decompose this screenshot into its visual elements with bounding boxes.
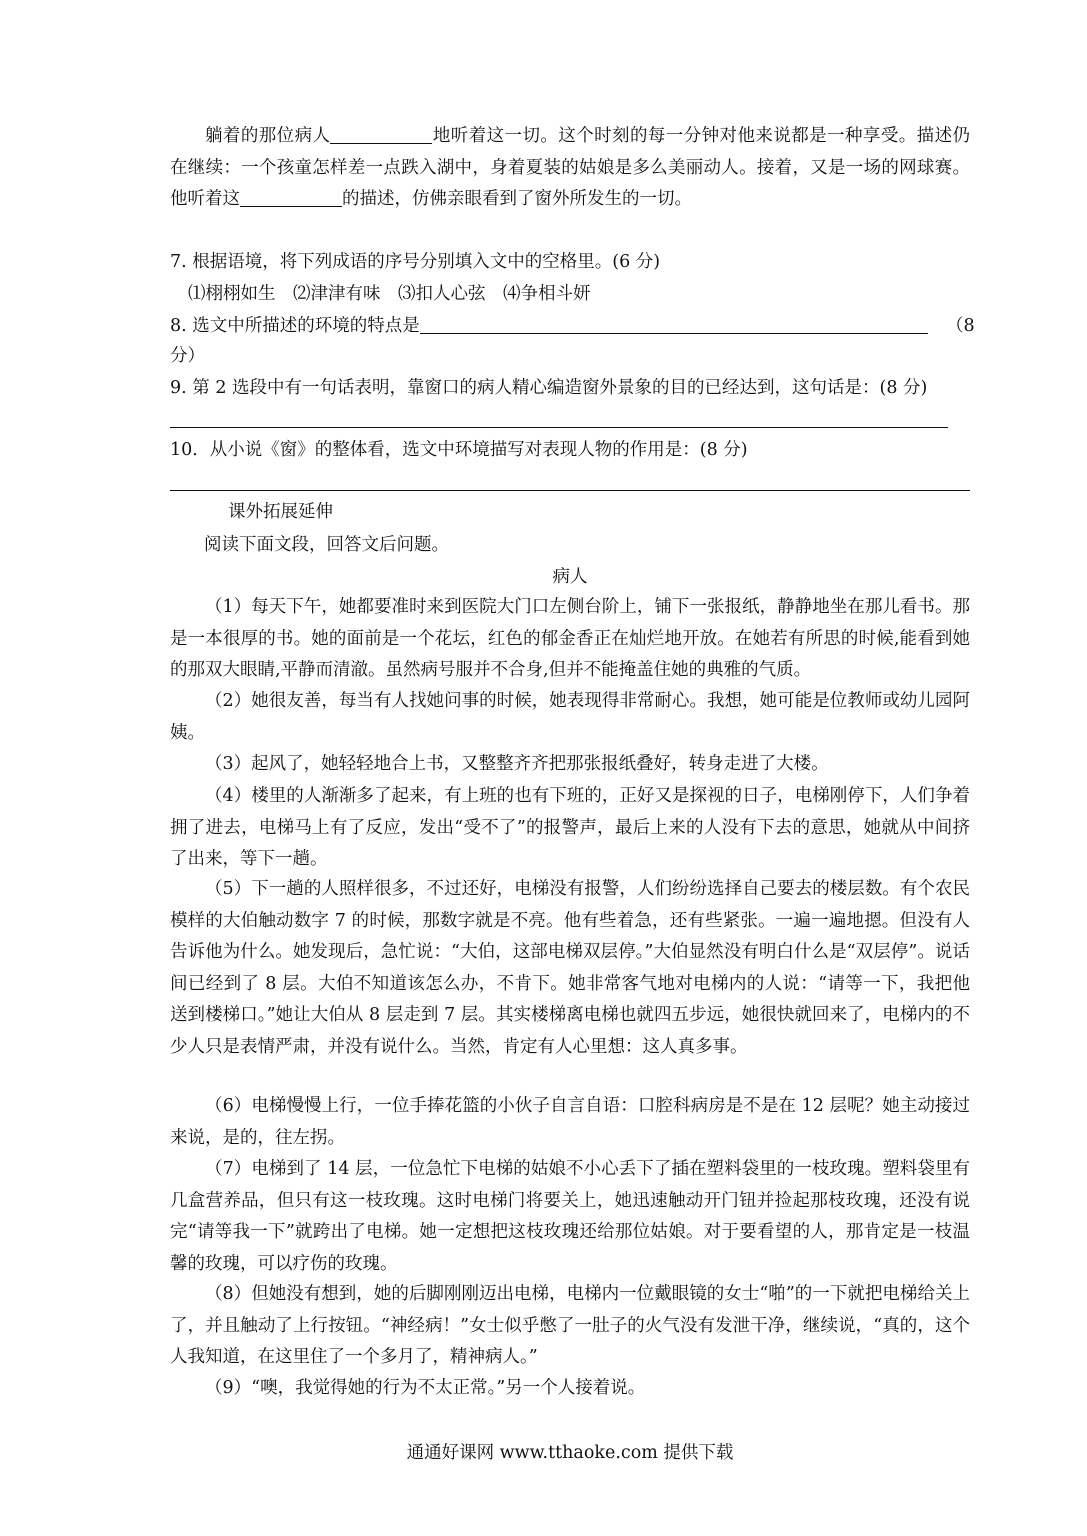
question-10: 10．从小说《窗》的整体看，选文中环境描写对表现人物的作用是：(8 分) bbox=[170, 440, 748, 460]
story-paragraph-6: （6）电梯慢慢上行，一位手捧花篮的小伙子自言自语：口腔科病房是不是在 12 层呢？她主动接过来说，是的，往左拐。 bbox=[170, 1096, 970, 1148]
blank-2[interactable] bbox=[240, 188, 342, 207]
answer-line-10[interactable] bbox=[170, 490, 970, 491]
question-8-score-b: 分） bbox=[170, 346, 205, 366]
question-7: 7. 根据语境，将下列成语的序号分别填入文中的空格里。(6 分) bbox=[170, 252, 661, 272]
story-paragraph-3: （3）起风了，她轻轻地合上书，又整整齐齐把那张报纸叠好，转身走进了大楼。 bbox=[205, 754, 829, 774]
question-8-score-a: （8 bbox=[946, 316, 975, 336]
extension-instruction: 阅读下面文段，回答文后问题。 bbox=[204, 535, 449, 555]
story-paragraph-2: （2）她很友善，每当有人找她问事的时候，她表现得非常耐心。我想，她可能是位教师或幼儿园阿姨。 bbox=[170, 691, 970, 743]
question-9: 9. 第 2 选段中有一句话表明，靠窗口的病人精心编造窗外景象的目的已经达到，这句话是：(8 分) bbox=[170, 378, 928, 398]
story-paragraph-8: （8）但她没有想到，她的后脚刚刚迈出电梯，电梯内一位戴眼镜的女士“啪”的一下就把电梯给关上了，并且触动了上行按钮。“神经病！”女士似乎憋了一肚子的火气没有发泄干净，继续说，“真的，这个人我知道，在这里住了一个多月了，精神病人。” bbox=[170, 1284, 970, 1367]
excerpt-seg1: 躺着的那位病人 bbox=[205, 126, 331, 146]
story-paragraph-5: （5）下一趟的人照样很多，不过还好，电梯没有报警，人们纷纷选择自己要去的楼层数。有个农民模样的大伯触动数字 7 的时候，那数字就是不亮。他有些着急，还有些紧张。一遍一遍地摁。但没有人告诉他为什么。她发现后，急忙说：“大伯，这部电梯双层停。”大伯显然没有明白什么是“双层停”。说话间已经到了 8 层。大伯不知道该怎么办，不肯下。她非常客气地对电梯内的人说：“请等一下，我把他送到楼梯口。”她让大伯从 8 层走到 7 层。其实楼梯离电梯也就四五步远，她很快就回来了，电梯内的不少人只是表情严肃，并没有说什么。当然，肯定有人心里想：这人真多事。 bbox=[170, 879, 970, 1057]
story-title: 病人 bbox=[552, 567, 588, 587]
story-paragraph-7: （7）电梯到了 14 层，一位急忙下电梯的姑娘不小心丢下了插在塑料袋里的一枝玫瑰。塑料袋里有几盒营养品，但只有这一枝玫瑰。这时电梯门将要关上，她迅速触动开门钮并捡起那枝玫瑰，还没有说完“请等我一下”就跨出了电梯。她一定想把这枝玫瑰还给那位姑娘。对于要看望的人，那肯定是一枝温馨的玫瑰，可以疗伤的玫瑰。 bbox=[170, 1159, 970, 1274]
question-8-prefix: 8. 选文中所描述的环境的特点是 bbox=[170, 316, 420, 336]
question-8 bbox=[170, 314, 928, 338]
blank-1[interactable] bbox=[330, 125, 432, 144]
excerpt-paragraph bbox=[170, 121, 970, 216]
question-7-options: ⑴栩栩如生 ⑵津津有味 ⑶扣人心弦 ⑷争相斗妍 bbox=[188, 284, 591, 304]
excerpt-seg3: 的描述，仿佛亲眼看到了窗外所发生的一切。 bbox=[342, 189, 692, 209]
story-paragraph-4: （4）楼里的人渐渐多了起来，有上班的也有下班的，正好又是探视的日子，电梯刚停下，人们争着拥了进去，电梯马上有了反应，发出“受不了”的报警声，最后上来的人没有下去的意思，她就从中间挤了出来，等下一趟。 bbox=[170, 786, 970, 869]
answer-line-9[interactable] bbox=[170, 427, 948, 428]
story-paragraph-1: （1）每天下午，她都要准时来到医院大门口左侧台阶上，铺下一张报纸，静静地坐在那儿看书。那是一本很厚的书。她的面前是一个花坛，红色的郁金香正在灿烂地开放。在她若有所思的时候,能看到她的那双大眼睛,平静而清澈。虽然病号服并不合身,但并不能掩盖住她的典雅的气质。 bbox=[170, 597, 970, 680]
page-footer: 通通好课网 www.tthaoke.com 提供下载 bbox=[406, 1443, 734, 1463]
excerpt-seg2: 地听着这一切。这个时刻的每一分钟对他来说都是一种享受。描述仍在继续：一个孩童怎样差一点跌入湖中，身着夏装的姑娘是多么美丽动人。接着，又是一场的网球赛。他听着这 bbox=[170, 126, 971, 209]
story-paragraph-9: （9）“噢，我觉得她的行为不太正常。”另一个人接着说。 bbox=[205, 1378, 646, 1398]
answer-line-8[interactable] bbox=[420, 315, 928, 334]
extension-heading: 课外拓展延伸 bbox=[228, 502, 333, 522]
